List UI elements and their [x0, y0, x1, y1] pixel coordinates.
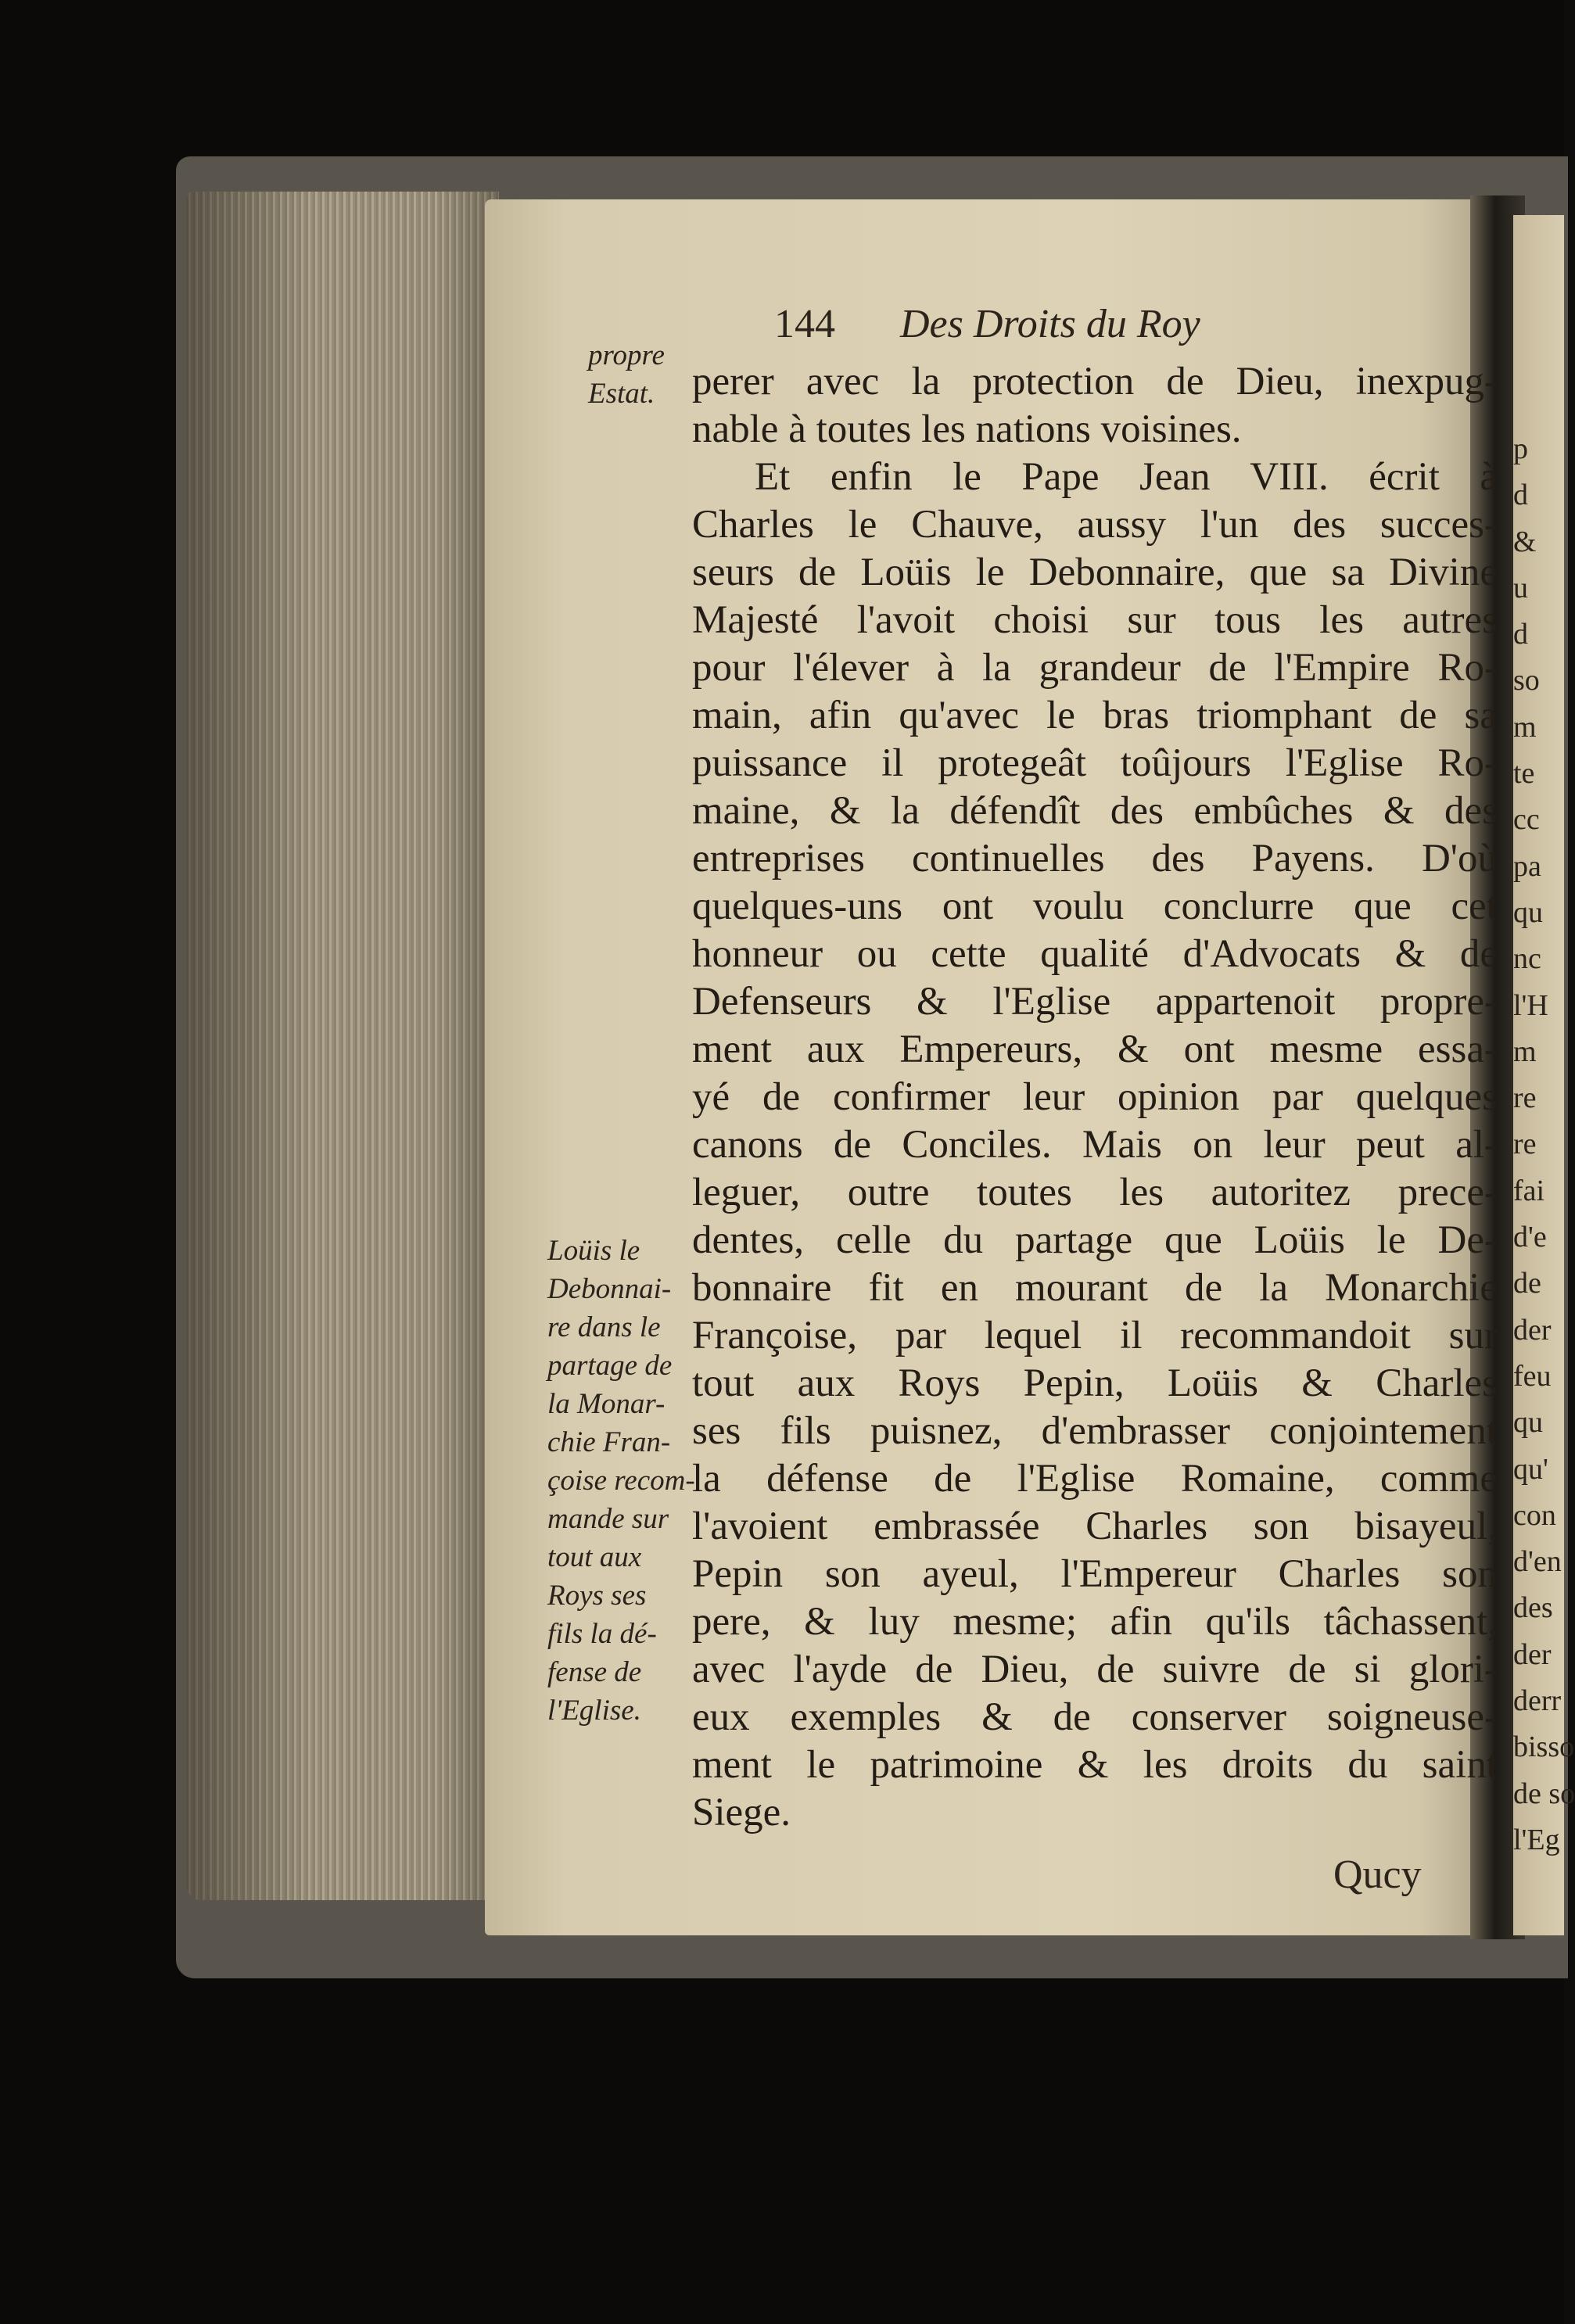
facing-line: m: [1513, 710, 1537, 744]
facing-line: des: [1513, 1591, 1553, 1625]
page-block-shadow: [186, 192, 499, 1900]
body-line: yé de confirmer leur opinion par quelques: [692, 1075, 1498, 1119]
body-line: bonnaire fit en mourant de la Monarchie: [692, 1266, 1498, 1310]
body-line: la défense de l'Eglise Romaine, comme: [692, 1457, 1498, 1501]
body-line: maine, & la défendît des embûches & des: [692, 789, 1498, 833]
facing-line: so: [1513, 664, 1540, 698]
body-line: eux exemples & de conserver soigneuse-: [692, 1695, 1498, 1739]
facing-line: fai: [1513, 1174, 1545, 1207]
facing-line: te: [1513, 757, 1535, 791]
body-line: pour l'élever à la grandeur de l'Empire Ro-: [692, 646, 1498, 690]
body-text: [692, 358, 1498, 1837]
facing-line: l'Eg: [1513, 1823, 1560, 1856]
body-line: main, afin qu'avec le bras triomphant de sa: [692, 694, 1498, 737]
page-number: 144: [774, 302, 835, 346]
running-title: Des Droits du Roy: [900, 302, 1200, 346]
facing-line: der: [1513, 1313, 1552, 1347]
body-line: l'avoient embrassée Charles son bisayeul,: [692, 1505, 1498, 1548]
body-line: canons de Conciles. Mais on leur peut al-: [692, 1123, 1498, 1167]
body-line: perer avec la protection de Dieu, inexpug-: [692, 360, 1498, 403]
body-line: pere, & luy mesme; afin qu'ils tâchassent,: [692, 1600, 1498, 1644]
body-line: Françoise, par lequel il recommandoit sur: [692, 1314, 1498, 1357]
body-line: ment aux Empereurs, & ont mesme essa-: [692, 1028, 1498, 1071]
facing-line: qu: [1513, 895, 1543, 929]
facing-line: der: [1513, 1637, 1552, 1671]
margin-note-line: la Monar-: [547, 1388, 666, 1420]
facing-line: l'H: [1513, 988, 1548, 1022]
facing-line: de so: [1513, 1777, 1575, 1810]
body-line: puissance il protegeât toûjours l'Eglise Ro-: [692, 741, 1498, 785]
margin-note-line: chie Fran-: [547, 1426, 671, 1458]
facing-line: derr: [1513, 1684, 1562, 1718]
running-head: [774, 301, 1200, 347]
facing-line: qu': [1513, 1452, 1548, 1486]
body-line: Siege.: [692, 1791, 791, 1834]
body-line: ses fils puisnez, d'embrasser conjointement: [692, 1409, 1498, 1453]
facing-line: u: [1513, 571, 1528, 604]
margin-note-line: Loüis le: [547, 1235, 640, 1267]
facing-line: d: [1513, 618, 1528, 651]
margin-note-line: çoise recom-: [547, 1465, 695, 1497]
facing-line: de: [1513, 1267, 1541, 1300]
facing-line: d: [1513, 479, 1528, 512]
facing-line: re: [1513, 1128, 1537, 1161]
facing-line: m: [1513, 1035, 1537, 1068]
facing-line: cc: [1513, 803, 1540, 837]
margin-note-line: Roys ses: [547, 1580, 647, 1612]
margin-note-line: l'Eglise.: [547, 1695, 641, 1727]
margin-note-line: tout aux: [547, 1541, 642, 1573]
body-line: nable à toutes les nations voisines.: [692, 407, 1242, 451]
margin-note-line: fense de: [547, 1656, 642, 1688]
body-line: ment le patrimoine & les droits du saint: [692, 1743, 1498, 1787]
facing-line: &: [1513, 525, 1537, 558]
body-line: honneur ou cette qualité d'Advocats & de: [692, 932, 1498, 976]
margin-note-line: Debonnai-: [547, 1273, 672, 1305]
body-line: avec l'ayde de Dieu, de suivre de si glori-: [692, 1648, 1498, 1691]
facing-line: p: [1513, 432, 1528, 465]
body-line: entreprises continuelles des Payens. D'où: [692, 837, 1498, 880]
facing-line: re: [1513, 1081, 1537, 1115]
facing-line: d'e: [1513, 1221, 1547, 1254]
margin-note-line: fils la dé-: [547, 1618, 657, 1650]
margin-note-line: partage de: [547, 1350, 673, 1382]
margin-note-line: mande sur: [547, 1503, 669, 1535]
body-line: dentes, celle du partage que Loüis le De-: [692, 1218, 1498, 1262]
margin-note-line: propre: [588, 339, 665, 371]
body-line: Majesté l'avoit choisi sur tous les autres: [692, 598, 1498, 642]
body-line: Et enfin le Pape Jean VIII. écrit à: [755, 455, 1498, 499]
margin-note-line: Estat.: [588, 378, 655, 410]
margin-note-louis: [547, 1232, 695, 1730]
margin-note-line: re dans le: [547, 1311, 661, 1343]
facing-line: feu: [1513, 1359, 1552, 1393]
facing-line: con: [1513, 1498, 1556, 1532]
facing-line: pa: [1513, 849, 1541, 883]
body-line: quelques-uns ont voulu conclurre que cet: [692, 884, 1498, 928]
body-line: tout aux Roys Pepin, Loüis & Charles: [692, 1361, 1498, 1405]
body-line: seurs de Loüis le Debonnaire, que sa Divine: [692, 551, 1498, 594]
body-line: Pepin son ayeul, l'Empereur Charles son: [692, 1552, 1498, 1596]
facing-line: nc: [1513, 942, 1541, 976]
body-line: leguer, outre toutes les autoritez prece-: [692, 1171, 1498, 1214]
body-line: Charles le Chauve, aussy l'un des succes-: [692, 503, 1498, 547]
body-line: Defenseurs & l'Eglise appartenoit propre-: [692, 980, 1498, 1024]
facing-page-text: [1513, 426, 1575, 1863]
margin-note-top: [588, 336, 665, 413]
facing-line: d'en: [1513, 1545, 1562, 1579]
catchword: Qucy: [1333, 1852, 1422, 1897]
facing-line: qu: [1513, 1406, 1543, 1440]
facing-line: bisso: [1513, 1730, 1575, 1764]
